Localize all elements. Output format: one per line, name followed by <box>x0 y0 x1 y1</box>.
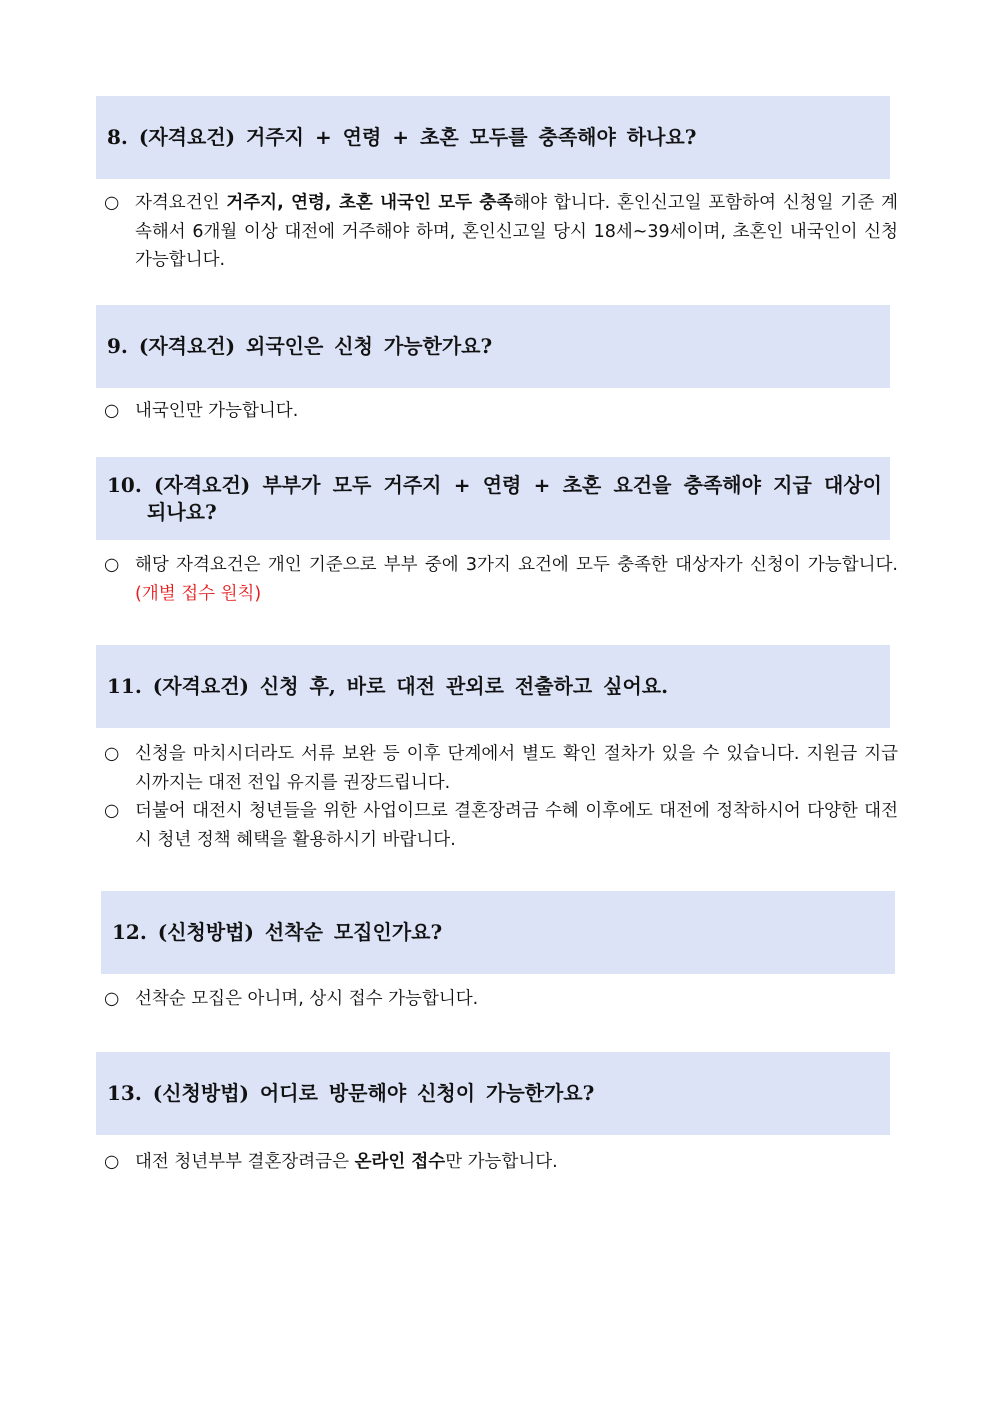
faq-answer-13 <box>104 1148 898 1177</box>
answer-item <box>104 551 898 608</box>
question-text: (신청방법) 선착순 모집인가요? <box>157 920 443 944</box>
answer-text: 대전 청년부부 결혼장려금은 <box>135 1152 355 1172</box>
answer-text: 해야 합니다. 혼인신고일 포함하여 신청일 기준 계속해서 6개월 이상 대전에 거주해야 하며, 혼인신고일 당시 18세~39세이며, 초혼인 내국인이 신청 가능합니다. <box>135 193 898 270</box>
answer-bold-text: 온라인 접수 <box>354 1152 446 1172</box>
question-number: 13. <box>107 1081 142 1105</box>
question-text: (자격요건) 외국인은 신청 가능한가요? <box>138 334 493 358</box>
faq-answer-8 <box>104 189 898 275</box>
answer-item <box>104 1148 898 1177</box>
question-number: 10. <box>107 472 142 497</box>
faq-question-10 <box>96 457 890 540</box>
faq-answer-10 <box>104 551 898 608</box>
answer-item <box>104 397 898 426</box>
circle-bullet-icon: ○ <box>104 1152 120 1172</box>
circle-bullet-icon: ○ <box>104 401 120 421</box>
answer-text: 내국인만 가능합니다. <box>135 401 299 421</box>
question-number: 12. <box>112 920 147 944</box>
faq-question-9 <box>96 305 890 388</box>
answer-item <box>104 189 898 275</box>
answer-bold-text: 거주지, 연령, 초혼 내국인 모두 충족 <box>226 193 514 213</box>
faq-question-12 <box>101 891 895 974</box>
circle-bullet-icon: ○ <box>104 555 120 575</box>
faq-answer-9 <box>104 397 898 426</box>
question-text: (자격요건) 거주지 + 연령 + 초혼 모두를 충족해야 하나요? <box>138 125 697 149</box>
question-text: (자격요건) 신청 후, 바로 대전 관외로 전출하고 싶어요. <box>152 674 669 698</box>
answer-text: 선착순 모집은 아니며, 상시 접수 가능합니다. <box>135 989 479 1009</box>
circle-bullet-icon: ○ <box>104 989 120 1009</box>
answer-item <box>104 985 898 1014</box>
answer-item <box>104 797 898 854</box>
faq-question-8 <box>96 96 890 179</box>
question-number: 11. <box>107 674 142 698</box>
circle-bullet-icon: ○ <box>104 801 120 821</box>
answer-text: 만 가능합니다. <box>445 1152 558 1172</box>
circle-bullet-icon: ○ <box>104 193 120 213</box>
question-number: 9. <box>107 334 128 358</box>
faq-question-11 <box>96 645 890 728</box>
circle-bullet-icon: ○ <box>104 744 120 764</box>
answer-item <box>104 740 898 797</box>
answer-note-red: (개별 접수 원칙) <box>135 583 262 604</box>
faq-answer-12 <box>104 985 898 1014</box>
question-text: (신청방법) 어디로 방문해야 신청이 가능한가요? <box>152 1081 595 1105</box>
answer-text: 신청을 마치시더라도 서류 보완 등 이후 단계에서 별도 확인 절차가 있을 수 있습니다. 지원금 지급 시까지는 대전 전입 유지를 권장드립니다. <box>135 744 898 793</box>
question-text: (자격요건) 부부가 모두 거주지 + 연령 + 초혼 요건을 충족해야 지급 대상이 되나요? <box>147 472 882 524</box>
answer-text: 자격요건인 <box>135 193 227 213</box>
faq-answer-11 <box>104 740 898 854</box>
faq-question-13 <box>96 1052 890 1135</box>
answer-text: 더불어 대전시 청년들을 위한 사업이므로 결혼장려금 수혜 이후에도 대전에 정착하시어 다양한 대전시 청년 정책 혜택을 활용하시기 바랍니다. <box>135 801 898 850</box>
answer-text: 해당 자격요건은 개인 기준으로 부부 중에 3가지 요건에 모두 충족한 대상자가 신청이 가능합니다. <box>135 555 898 575</box>
question-number: 8. <box>107 125 128 149</box>
